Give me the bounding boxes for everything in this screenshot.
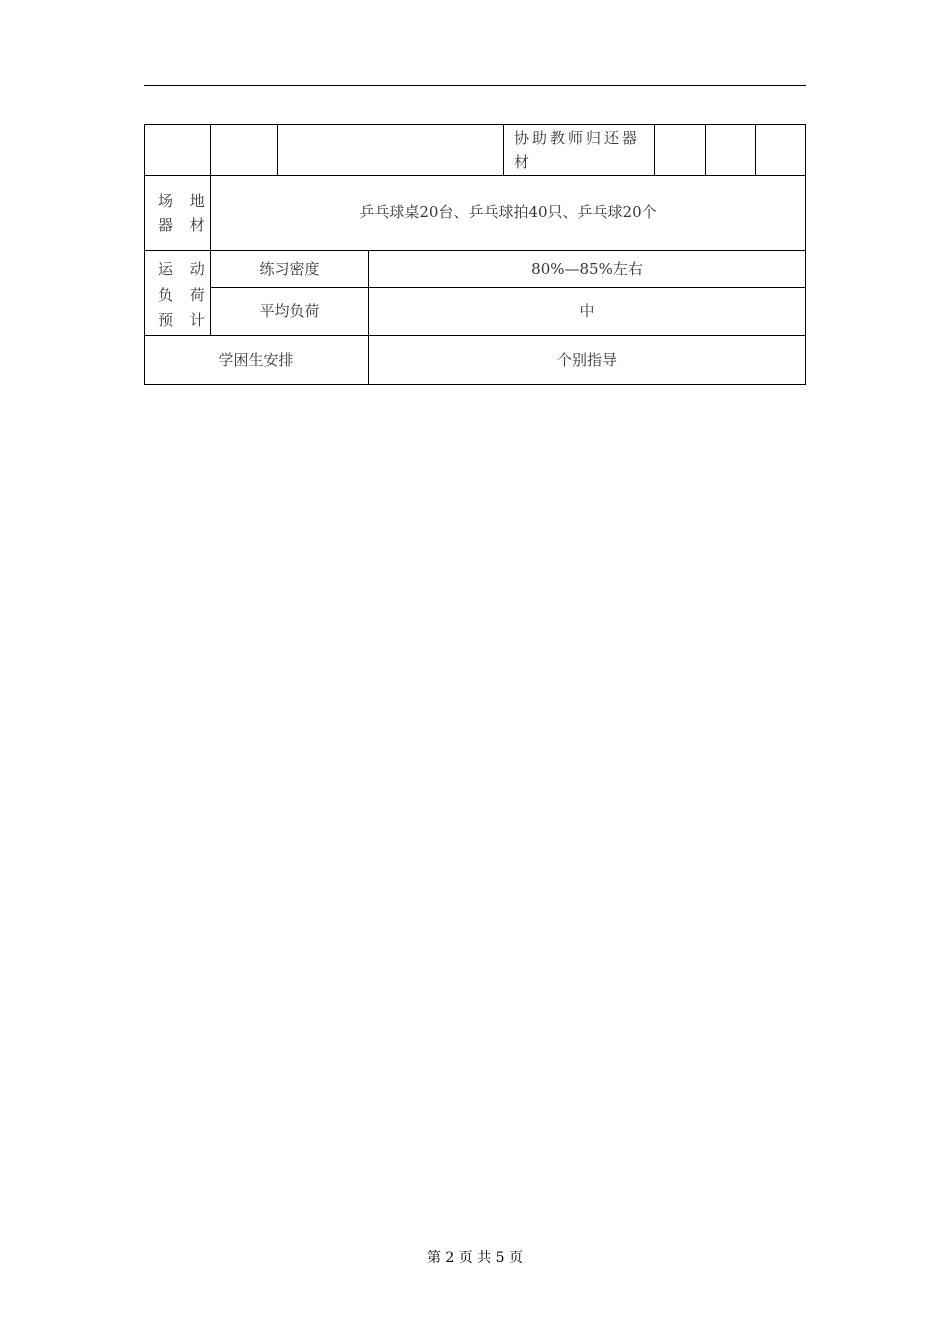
table-rule	[211, 287, 806, 288]
avg-load-value: 中	[579, 302, 595, 320]
venue-label-line1: 场 地	[158, 192, 211, 210]
table-rule	[144, 250, 806, 251]
table-rule	[277, 124, 278, 176]
density-value: 80%—85%左右	[531, 260, 643, 278]
load-label-line2: 负 荷	[158, 286, 211, 304]
venue-label-line2: 器 材	[158, 216, 211, 234]
assist-cell-line1: 协助教师归还器	[514, 129, 641, 147]
struggling-students-label: 学困生安排	[218, 351, 294, 369]
assist-cell-line2: 材	[514, 153, 530, 171]
header-rule	[144, 85, 806, 86]
density-label: 练习密度	[259, 260, 320, 278]
venue-value: 乒乓球桌20台、乒乓球拍40只、乒乓球20个	[359, 203, 657, 221]
table-rule	[654, 124, 655, 176]
struggling-students-value: 个别指导	[556, 351, 617, 369]
table-rule	[144, 175, 806, 176]
load-label-line3: 预 计	[158, 311, 211, 329]
table-border-top	[144, 124, 806, 125]
table-border-left	[144, 124, 145, 385]
load-label-line1: 运 动	[158, 260, 211, 278]
table-border-right	[805, 124, 806, 385]
page-footer: 第 2 页 共 5 页	[426, 1250, 524, 1266]
avg-load-label: 平均负荷	[259, 302, 320, 320]
table-rule	[705, 124, 706, 176]
table-rule	[755, 124, 756, 176]
table-rule	[144, 335, 806, 336]
table-rule	[503, 124, 504, 176]
table-border-bottom	[144, 384, 806, 385]
